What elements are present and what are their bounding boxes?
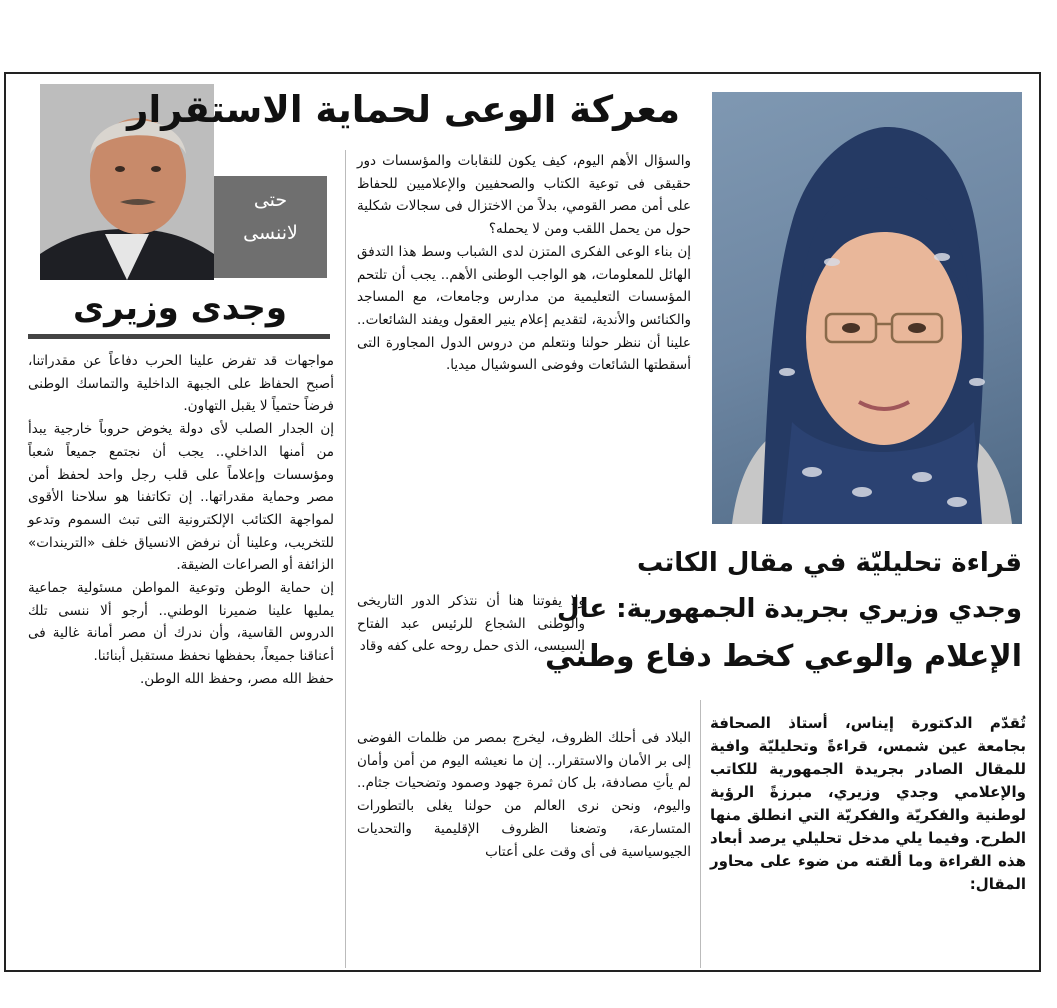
caption-line3: الإعلام والوعي كخط دفاع وطني xyxy=(545,639,1022,674)
paragraph: مواجهات قد تفرض علينا الحرب دفاعاً عن مقدراتنا، أصبح الحفاظ على الجبهة الداخلية والتماسك الوطنى فرضاً حتمياً لا يقبل التهاون. xyxy=(28,353,334,415)
paragraph: إن بناء الوعى الفكرى المتزن لدى الشباب وسط هذا التدفق الهائل للمعلومات، هو الواجب الوطنى الأهم.. يجب أن تلتحم المؤسسات التعليمية من مدارس وجامعات، مع المساجد والكنائس والأندية، لتقديم إعلام ينير العقول ويفند الشائعات.. علينا أن ننظر حولنا ونتعلم من دروس الدول المجاورة التى أسقطتها الشائعات وفوضى السوشيال ميديا. xyxy=(357,243,691,374)
author-divider xyxy=(28,334,330,339)
paragraph: إن الجدار الصلب لأى دولة يخوض حروباً خارجية يبدأ من أمنها الداخلي.. يجب أن نجتمع جميعاً شعباً ومؤسسات وإعلاماً على قلب رجل واحد لحفظ أمن مصر وحماية مقدراتها.. إن تكاتفنا هو سلاحنا الأقوى لمواجهة الكتائب الإلكترونية التى تبث السموم وتدعو للتخريب، وعلينا أن نرفض الانسياق خلف «التريندات» الزائفة أو الصراعات الضيقة. xyxy=(28,421,334,574)
left-column-text xyxy=(28,350,334,691)
caption-line2: وجدي وزيري بجريدة الجمهورية: عال xyxy=(557,594,1022,624)
paragraph: والسؤال الأهم اليوم، كيف يكون للنقابات والمؤسسات دور حقيقى فى توعية الكتاب والصحفيين والإعلاميين للحفاظ على أمن مصر القومي، بدلاً من الاختزال فى سجالات شكلية حول من يحمل اللقب ومن لا يحمله؟ xyxy=(357,153,691,238)
column-separator xyxy=(700,700,701,968)
intro-paragraph: تُقدّم الدكتورة إيناس، أستاذ الصحافة بجامعة عين شمس، قراءةً وتحليليّة وافية للمقال الصادر بجريدة الجمهورية للكاتب والإعلامي وجدي وزيري، مبرزةً الرؤية لوطنية والفكريّة والفكريّة التي انطلق منها الطرح. وفيما يلي مدخل تحليلي يرصد أبعاد هذه القراءة وما ألقته من ضوء على محاور المقال: xyxy=(710,714,1026,893)
paragraph: إن حماية الوطن وتوعية المواطن مسئولية جماعية يمليها علينا ضميرنا الوطني.. أرجو ألا ننسى تلك الدروس القاسية، وأن ندرك أن مصر أمانة غالية فى أعناقنا جميعاً، بحفظها نحفظ مستقبل أبنائنا. xyxy=(28,580,334,665)
column-separator xyxy=(345,150,346,968)
middle-column-text xyxy=(357,150,691,377)
paragraph: حفظ الله مصر، وحفظ الله الوطن. xyxy=(140,670,334,687)
paragraph: ولا يفوتنا هنا أن نتذكر الدور التاريخى والوطنى الشجاع للرئيس عبد الفتاح السيسى، الذى حمل روحه على كفه وقاد xyxy=(357,593,585,655)
caption-line1: قراءة تحليليّة في مقال الكاتب xyxy=(637,548,1022,578)
author-name: وجدى وزيرى xyxy=(72,288,288,328)
column-name-line1: حتى xyxy=(253,189,288,211)
paragraph: البلاد فى أحلك الظروف، ليخرج بمصر من ظلمات الفوضى إلى بر الأمان والاستقرار.. إن ما نعيشه اليوم من أمن وأمان لم يأتِ مصادفة، بل كان ثمرة جهود وصمود وتضحيات جثام.. واليوم، ونحن نرى العالم من حولنا يغلى بالتطورات المتسارعة، وتضعنا الظروف الإقليمية والتحديات الجيوسياسية فى أى وقت على أعتاب xyxy=(357,730,691,860)
column-name-line2: لاننسى xyxy=(243,222,298,244)
article-title: معركة الوعى لحماية الاستقرار xyxy=(127,88,680,131)
column-name-tag xyxy=(214,176,327,278)
middle-column-text-lower xyxy=(357,727,691,863)
analysis-caption xyxy=(545,540,1022,682)
featured-portrait-photo xyxy=(712,92,1022,524)
woman-portrait-illustration xyxy=(712,92,1022,524)
